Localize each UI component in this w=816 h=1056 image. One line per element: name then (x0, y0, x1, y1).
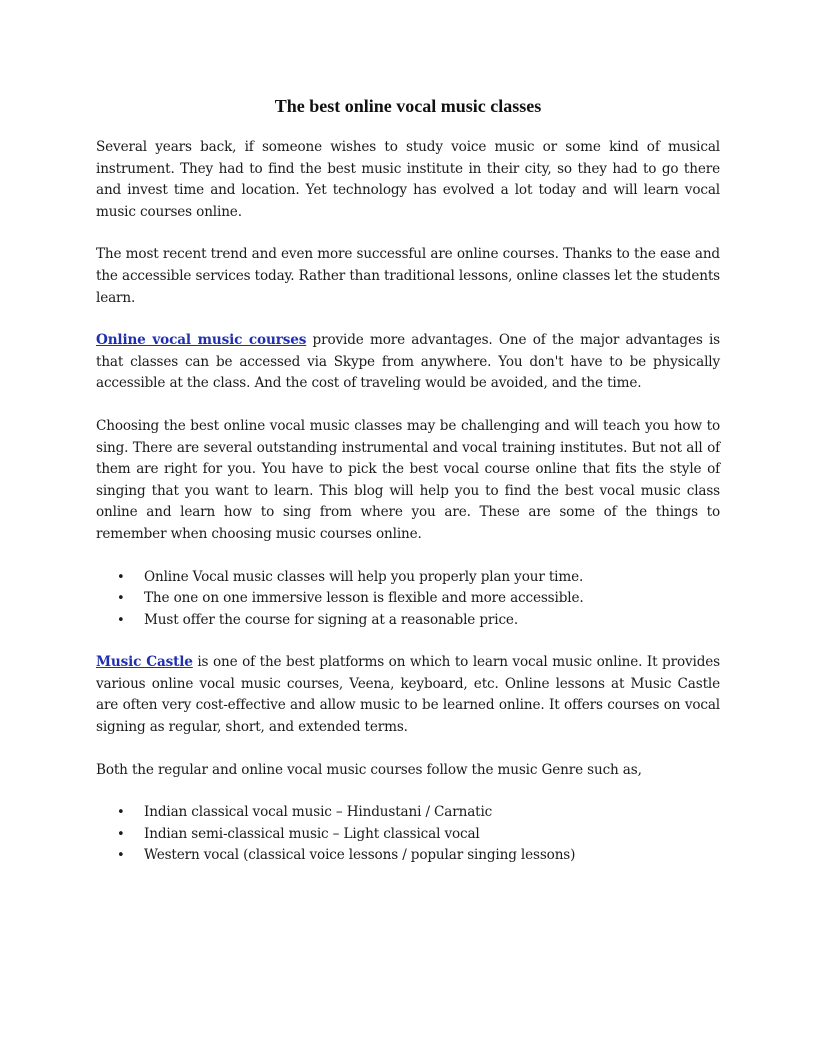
list-item-text: Indian classical vocal music – Hindustani / Carnatic (144, 804, 493, 821)
list-item-text: Western vocal (classical voice lessons / popular singing lessons) (144, 847, 576, 864)
genres-list (96, 802, 720, 867)
music-castle-link[interactable]: Music Castle (96, 654, 193, 671)
paragraph-intro: Several years back, if someone wishes to study voice music or some kind of musical instrument. They had to find the best music institute in their city, so they had to go there and invest time and location. Yet technology has evolved a lot today and will learn vocal music courses online. (96, 139, 720, 220)
list-item (96, 802, 720, 824)
paragraph-music-castle-text: is one of the best platforms on which to learn vocal music online. It provides various online vocal music courses, Veena, keyboard, etc. Online lessons at Music Castle are often very cost-effective and allow music to be learned online. It offers courses on vocal signing as regular, short, and extended terms. (96, 654, 720, 736)
list-item (96, 824, 720, 846)
bullet-icon: • (117, 848, 125, 864)
paragraph-trend: The most recent trend and even more successful are online courses. Thanks to the ease and the accessible services today. Rather than traditional lessons, online classes let the students learn. (96, 246, 720, 306)
paragraph-choosing: Choosing the best online vocal music classes may be challenging and will teach you how to sing. There are several outstanding instrumental and vocal training institutes. But not all of them are right for you. You have to pick the best vocal course online that fits the style of singing that you want to learn. This blog will help you to find the best vocal music class online and learn how to sing from where you are. These are some of the things to remember when choosing music courses online. (96, 417, 720, 542)
list-item-text: The one on one immersive lesson is flexible and more accessible. (144, 590, 584, 607)
document-page (96, 94, 720, 888)
list-item-text: Must offer the course for signing at a reasonable price. (144, 611, 518, 628)
bullet-icon: • (117, 826, 125, 842)
list-item-text: Indian semi-classical music – Light classical vocal (144, 825, 480, 842)
paragraph-advantages-text: provide more advantages. One of the major advantages is that classes can be accessed via Skype from anywhere. You don't have to be physically accessible at the class. And the cost of traveling would be avoided, and the time. (96, 332, 720, 392)
paragraph-advantages (96, 330, 720, 395)
list-item (96, 567, 720, 589)
online-vocal-courses-link[interactable]: Online vocal music courses (96, 332, 307, 349)
document-title: The best online vocal music classes (274, 96, 542, 116)
list-item (96, 610, 720, 632)
list-item-text: Online Vocal music classes will help you properly plan your time. (144, 568, 584, 585)
list-item (96, 845, 720, 867)
bullet-icon: • (117, 805, 125, 821)
bullet-icon: • (117, 612, 125, 628)
bullet-icon: • (117, 591, 125, 607)
list-item (96, 588, 720, 610)
tips-list (96, 567, 720, 632)
paragraph-genres-intro: Both the regular and online vocal music courses follow the music Genre such as, (96, 761, 642, 778)
bullet-icon: • (117, 569, 125, 585)
paragraph-music-castle (96, 652, 720, 738)
